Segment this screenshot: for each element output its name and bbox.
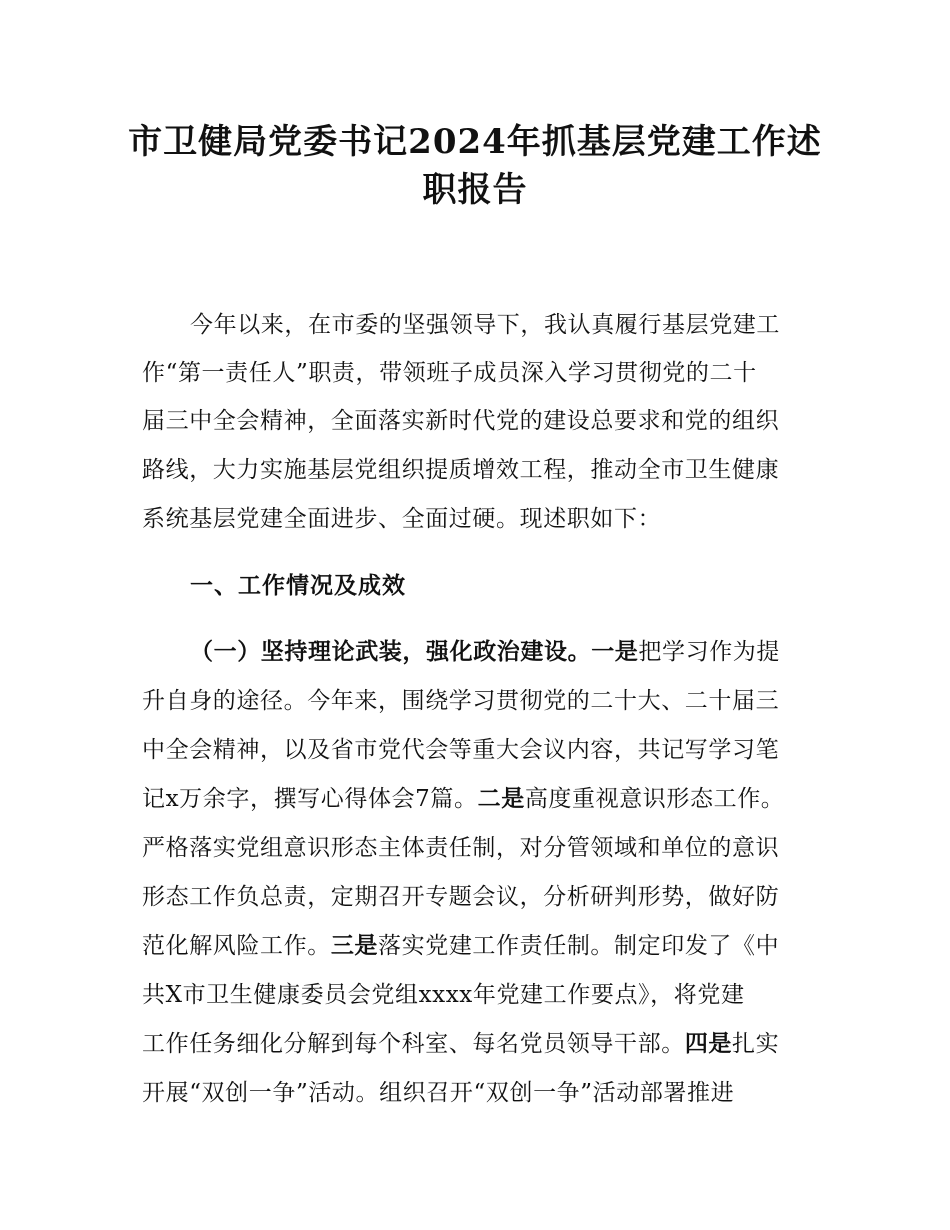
intro-line-2: 作“第一责任人”职责，带领班子成员深入学习贯彻党的二十 [142, 360, 757, 386]
keyword-3: 三是 [330, 933, 379, 959]
subsection-text: 记x万余字，撰写心得体会7篇。 [142, 786, 478, 812]
subsection-text: 范化解风险工作。 [142, 933, 331, 959]
subsection-heading: （一）坚持理论武装，强化政治建设。 [190, 639, 592, 665]
document-title-line-1: 市卫健局党委书记2024年抓基层党建工作述 [128, 122, 822, 162]
document-title-line-2: 职报告 [422, 170, 528, 210]
subsection-line-4 [142, 784, 784, 814]
subsection-line-10: 开展“双创一争”活动。组织召开“双创一争”活动部署推进 [142, 1080, 735, 1106]
intro-line-4: 路线，大力实施基层党组织提质增效工程，推动全市卫生健康 [142, 457, 780, 483]
keyword-4: 四是 [684, 1031, 733, 1057]
keyword-2: 二是 [477, 786, 525, 812]
subsection-text: 高度重视意识形态工作。 [524, 786, 785, 812]
subsection-text: 把学习作为提 [638, 639, 781, 665]
subsection-line-9 [142, 1029, 779, 1059]
subsection-line-5: 严格落实党组意识形态主体责任制，对分管领域和单位的意识 [142, 835, 780, 861]
intro-line-5: 系统基层党建全面进步、全面过硬。现述职如下： [142, 506, 662, 532]
intro-line-3: 届三中全会精神，全面落实新时代党的建设总要求和党的组织 [142, 408, 780, 434]
intro-line-1: 今年以来，在市委的坚强领导下，我认真履行基层党建工 [190, 312, 780, 338]
keyword-1: 一是 [591, 639, 639, 665]
subsection-line-3: 中全会精神，以及省市党代会等重大会议内容，共记写学习笔 [142, 737, 780, 763]
subsection-line-2: 升自身的途径。今年来，围绕学习贯彻党的二十大、二十届三 [142, 688, 780, 714]
subsection-line-8: 共X市卫生健康委员会党组xxxx年党建工作要点》，将党建 [142, 982, 745, 1008]
subsection-line-6: 形态工作负总责，定期召开专题会议，分析研判形势，做好防 [142, 884, 780, 910]
subsection-text: 落实党建工作责任制。制定印发了《中 [378, 933, 780, 959]
section-heading: 一、工作情况及成效 [190, 573, 406, 599]
subsection-line-1 [190, 637, 780, 667]
subsection-text: 扎实 [732, 1031, 780, 1057]
subsection-text: 工作任务细化分解到每个科室、每名党员领导干部。 [142, 1031, 685, 1057]
subsection-line-7 [142, 931, 779, 961]
